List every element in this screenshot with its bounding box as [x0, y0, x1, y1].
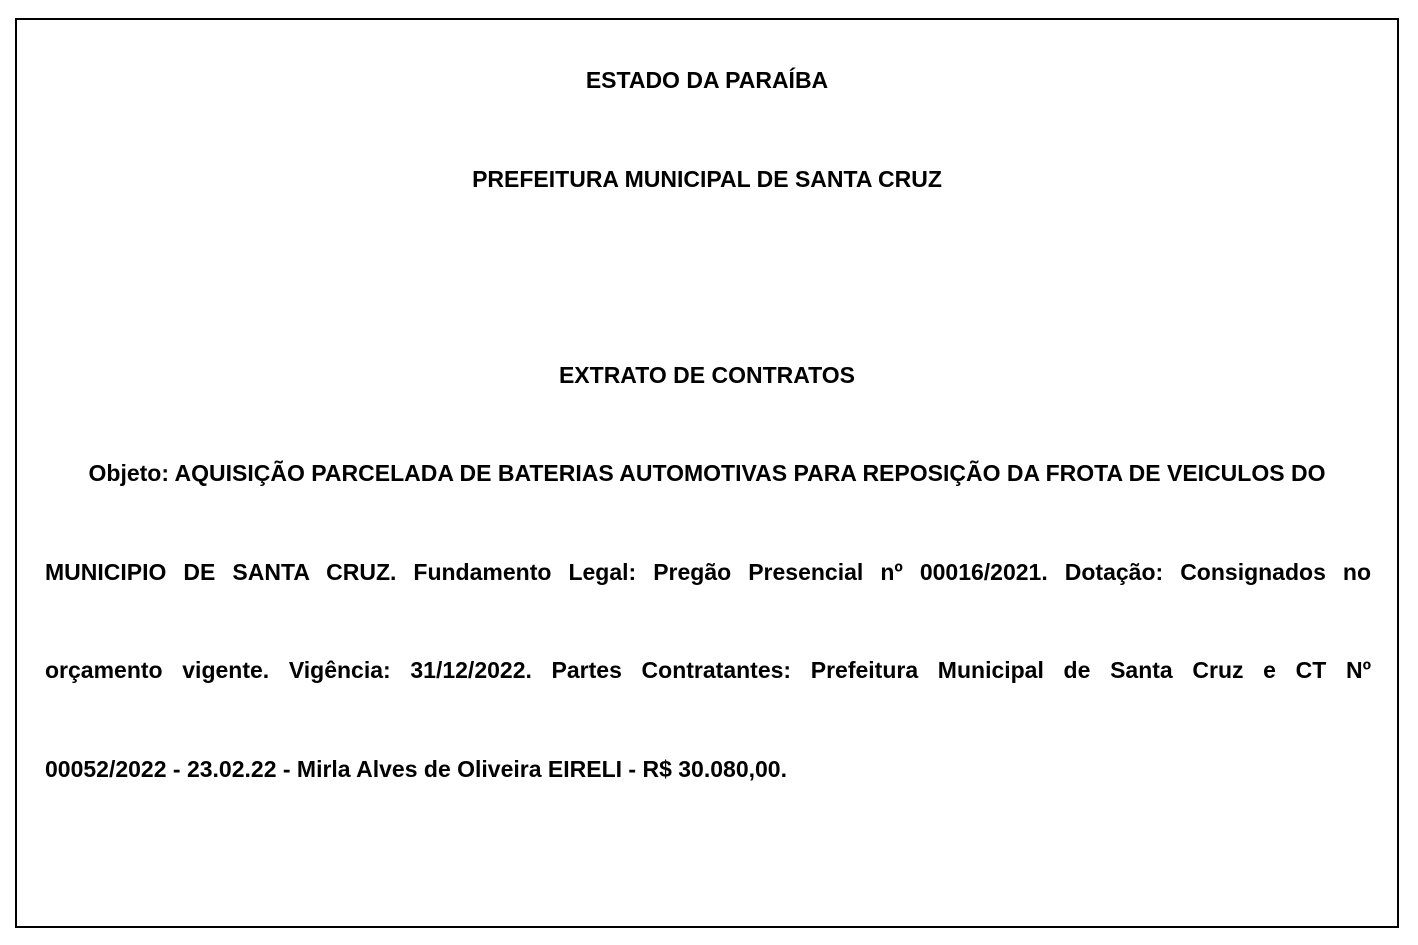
state-heading: ESTADO DA PARAÍBA [585, 67, 829, 93]
body-line-3: orçamento vigente. Vigência: 31/12/2022. Partes Contratantes: Prefeitura Municipal de Santa Cruz e CT Nº [45, 657, 1371, 683]
document-frame [15, 18, 1399, 928]
body-line-1: Objeto: AQUISIÇÃO PARCELADA DE BATERIAS AUTOMOTIVAS PARA REPOSIÇÃO DA FROTA DE VEICULOS DO [88, 460, 1326, 486]
municipality-heading: PREFEITURA MUNICIPAL DE SANTA CRUZ [472, 166, 942, 192]
document-title: EXTRATO DE CONTRATOS [558, 362, 856, 388]
body-line-4: 00052/2022 - 23.02.22 - Mirla Alves de Oliveira EIRELI - R$ 30.080,00. [45, 756, 787, 782]
body-line-2: MUNICIPIO DE SANTA CRUZ. Fundamento Legal: Pregão Presencial nº 00016/2021. Dotação: Consignados no [45, 559, 1371, 585]
